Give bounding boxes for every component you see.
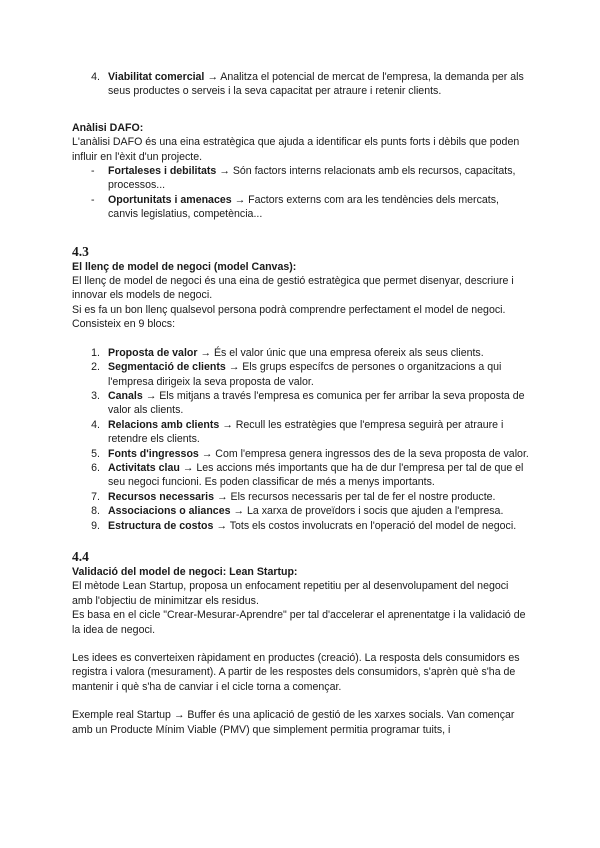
list-item: [72, 519, 530, 533]
item-text: Analitza el potencial de mercat de l'empresa, la demanda per als seus productes o serveis i la seva capacitat per atraure i retenir clients.: [108, 71, 524, 98]
arrow: →: [179, 461, 197, 474]
list-number: 8.: [91, 505, 100, 518]
lean-paragraph: Les idees es converteixen ràpidament en productes (creació). La resposta dels consumidors es registra i valora (mesurament). A partir de les respostes dels consumidors, s'aprèn què s'ha de mantenir i què s'ha de canviar i el cicle torna a començar.: [72, 652, 520, 693]
list-item: [72, 418, 530, 447]
arrow: →: [214, 490, 231, 503]
list-number: 3.: [91, 389, 100, 402]
item-term: Relacions amb clients: [108, 418, 220, 431]
arrow: →: [204, 71, 221, 83]
item-text: Factors externs com ara les tendències dels mercats, canvis legislatius, competència...: [108, 193, 499, 221]
list-item: [72, 504, 530, 518]
item-term: Fortaleses i debilitats: [108, 165, 217, 178]
arrow: →: [225, 361, 243, 374]
arrow: →: [216, 165, 233, 178]
list-item: [72, 447, 530, 461]
canvas-paragraph: Si es fa un bon llenç qualsevol persona podrà comprendre perfectament el model de negoci. Consisteix en 9 blocs:: [72, 303, 506, 331]
section-number: 4.4: [72, 548, 89, 564]
list-item: [72, 461, 530, 490]
list-number: 5.: [91, 447, 100, 460]
item-text: Són factors interns relacionats amb els recursos, capacitats, processos...: [108, 165, 516, 192]
section-number: 4.3: [72, 243, 89, 259]
item-text: Tots els costos involucrats en l'operació del model de negoci.: [229, 519, 517, 532]
dafo-intro: L'anàlisi DAFO és una eina estratègica que ajuda a identificar els punts forts i dèbils que poden influir en l'èxit d'un projecte.: [72, 136, 520, 163]
item-text: Els recursos necessaris per tal de fer el nostre producte.: [230, 490, 496, 503]
list-number: 4.: [91, 71, 100, 83]
item-term: Segmentació de clients: [108, 361, 226, 374]
item-term: Oportunitats i amenaces: [108, 193, 232, 206]
arrow: →: [213, 519, 230, 532]
list-item: [72, 389, 530, 418]
item-text: Recull les estratègies que l'empresa seguirà per atraure i retendre els clients.: [108, 418, 504, 446]
item-term: Viabilitat comercial: [108, 71, 205, 83]
item-term: Activitats clau: [108, 461, 180, 474]
list-number: 2.: [91, 361, 100, 374]
item-term: Associacions o aliances: [108, 505, 231, 518]
list-number: 9.: [91, 519, 100, 532]
document-page: [72, 70, 530, 737]
list-number: 6.: [91, 461, 100, 474]
lean-example-paragraph: Exemple real Startup → Buffer és una aplicació de gestió de les xarxes socials. Van començar amb un Producte Mínim Viable (PMV) que simplement permitia programar tuits, i: [72, 709, 515, 736]
list-number: 7.: [91, 490, 100, 503]
list-item: [72, 193, 530, 222]
lean-paragraph: El mètode Lean Startup, proposa un enfocament repetitiu per al desenvolupament del negoci amb l'objectiu de minimitzar els residus.: [72, 580, 509, 607]
lean-paragraph: Es basa en el cicle "Crear-Mesurar-Aprendre" per tal d'accelerar el aprenentatge i la validació de la idea de negoci.: [72, 609, 526, 636]
arrow: →: [231, 193, 249, 206]
item-text: Com l'empresa genera ingressos des de la seva proposta de valor.: [215, 447, 529, 460]
arrow: →: [198, 447, 216, 460]
lean-heading: Validació del model de negoci: Lean Startup:: [72, 565, 298, 578]
item-text: La xarxa de proveïdors i socis que ajuden a l'empresa.: [246, 505, 504, 518]
bullet-dash: -: [91, 193, 95, 206]
dafo-list: [72, 164, 530, 222]
list-item: [72, 490, 530, 504]
canvas-blocks-list: [72, 346, 530, 533]
arrow: →: [142, 389, 160, 402]
arrow: →: [219, 418, 236, 431]
dafo-heading: Anàlisi DAFO:: [72, 121, 144, 134]
item-text: És el valor únic que una empresa ofereix als seus clients.: [213, 346, 484, 359]
list-item: [72, 346, 530, 360]
item-term: Fonts d'ingressos: [108, 447, 199, 460]
item-text: Els grups específcs de persones o organitzacions a qui l'empresa dirigeix la seva proposta de valor.: [108, 361, 502, 388]
list-number: 1.: [91, 346, 100, 359]
item-text: Les accions més importants que ha de dur l'empresa per tal de que el seu negoci funcioni. Es poden classificar de més a menys importants.: [108, 461, 524, 489]
arrow: →: [230, 505, 247, 518]
list-number: 4.: [91, 418, 100, 431]
list-item: [72, 360, 530, 389]
item-text: Els mitjans a través l'empresa es comunica per fer arribar la seva proposta de valor als clients.: [108, 389, 525, 417]
viability-list: [72, 70, 530, 99]
arrow: →: [197, 346, 214, 359]
item-term: Recursos necessaris: [108, 490, 215, 503]
bullet-dash: -: [91, 165, 95, 178]
canvas-heading: El llenç de model de negoci (model Canvas):: [72, 260, 297, 273]
canvas-paragraph: El llenç de model de negoci és una eina de gestió estratègica que permet disenyar, descriure i innovar els models de negoci.: [72, 275, 514, 302]
item-term: Proposta de valor: [108, 346, 198, 359]
list-item: [72, 164, 530, 193]
list-item: [72, 70, 530, 99]
item-term: Canals: [108, 389, 143, 402]
item-term: Estructura de costos: [108, 519, 214, 532]
